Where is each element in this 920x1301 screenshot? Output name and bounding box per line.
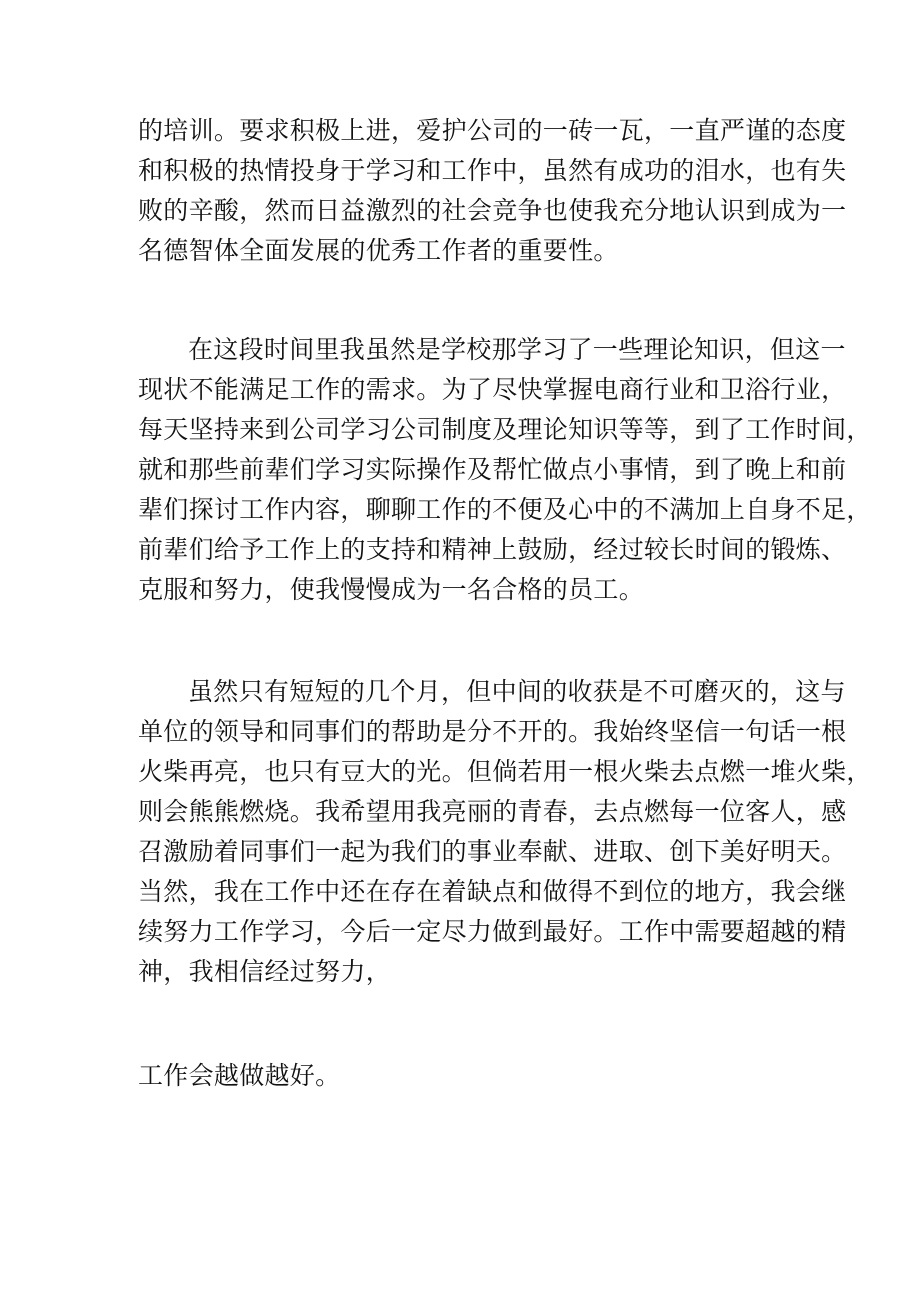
text-line: 的培训。要求积极上进，爱护公司的一砖一瓦，一直严谨的态度 <box>138 116 847 145</box>
paragraph-1 <box>138 111 847 271</box>
text-line: 续努力工作学习，今后一定尽力做到最好。工作中需要超越的精 <box>138 917 847 946</box>
text-line: 就和那些前辈们学习实际操作及帮忙做点小事情，到了晚上和前 <box>138 455 847 484</box>
text-line: 虽然只有短短的几个月，但中间的收获是不可磨灭的，这与 <box>188 677 846 706</box>
text-line: 辈们探讨工作内容，聊聊工作的不便及心中的不满加上自身不足， <box>138 495 872 524</box>
text-line: 和积极的热情投身于学习和工作中，虽然有成功的泪水，也有失 <box>138 156 847 185</box>
text-line: 现状不能满足工作的需求。为了尽快掌握电商行业和卫浴行业， <box>138 375 847 404</box>
text-line: 在这段时间里我虽然是学校那学习了一些理论知识，但这一 <box>188 335 846 364</box>
text-line: 名德智体全面发展的优秀工作者的重要性。 <box>138 236 619 265</box>
text-line: 每天坚持来到公司学习公司制度及理论知识等等，到了工作时间， <box>138 415 872 444</box>
text-line: 召激励着同事们一起为我们的事业奉献、进取、创下美好明天。 <box>138 837 847 866</box>
text-line: 工作会越做越好。 <box>138 1061 341 1090</box>
text-line: 前辈们给予工作上的支持和精神上鼓励，经过较长时间的锻炼、 <box>138 535 847 564</box>
text-line: 则会熊熊燃烧。我希望用我亮丽的青春，去点燃每一位客人，感 <box>138 797 847 826</box>
text-line: 败的辛酸，然而日益激烈的社会竞争也使我充分地认识到成为一 <box>138 196 847 225</box>
text-line: 单位的领导和同事们的帮助是分不开的。我始终坚信一句话一根 <box>138 717 847 746</box>
text-line: 火柴再亮，也只有豆大的光。但倘若用一根火柴去点燃一堆火柴， <box>138 757 872 786</box>
paragraph-2 <box>138 330 872 610</box>
paragraph-4 <box>138 1056 798 1096</box>
text-line: 当然，我在工作中还在存在着缺点和做得不到位的地方，我会继 <box>138 877 847 906</box>
text-line: 神，我相信经过努力， <box>138 957 392 986</box>
text-line: 克服和努力，使我慢慢成为一名合格的员工。 <box>138 575 645 604</box>
paragraph-3 <box>138 672 872 992</box>
